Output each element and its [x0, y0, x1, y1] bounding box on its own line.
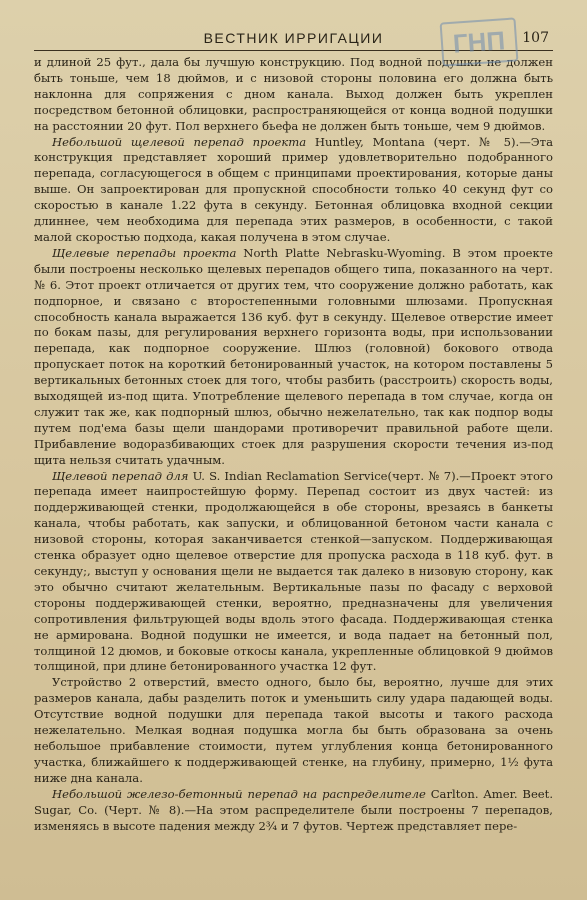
paragraph-indian-reclamation [34, 469, 553, 676]
paragraph-heading: Небольшой щелевой перепад проекта [52, 134, 307, 149]
paragraph-huntley [34, 135, 553, 246]
paragraph-heading: Щелевой перепад для [52, 468, 189, 483]
page-number: 107 [522, 30, 549, 46]
paragraph-north-platte [34, 246, 553, 469]
paragraph-heading: Щелевые перепады проекта [52, 245, 237, 260]
journal-title: ВЕСТНИК ИРРИГАЦИИ [203, 30, 384, 46]
paragraph-text: Carlton. Amer. Beet. Sugar, Co. (Черт. № 8).—На этом распределителе были построены 7 перепадов, изменяясь в высоте падения между 2¾ и 7 футов. Чертеж представляет пере- [34, 786, 554, 833]
paragraph-heading: Небольшой железо-бетонный перепад на распределителе [52, 786, 426, 801]
body-text [34, 55, 553, 834]
paragraph-text: Устройство 2 отверстий, вместо одного, было бы, вероятно, лучше для этих размеров канала, дабы разделить поток и уменьшить силу удара падающей воды. Отсутствие водной подушки для перепада такой высоты и такого расхода нежелательно. Мелкая водная подушка могла бы быть образована за очень небольшое прибавление стоимости, путем углубления конца бетонированного участка, ближайшего к поддерживающей стенке, на глубину, примерно, 1½ фута ниже дна канала. [34, 675, 553, 785]
paragraph-text: и длиной 25 фут., дала бы лучшую конструкцию. Под водной подушки не должен быть тоньше, чем 18 дюймов, и с низовой стороны половина его должна быть наклонна для сопряжения с дном канала. Выход должен быть укреплен посредством бетонной облицовки, распространяющейся от конца водной подушки на расстоянии 20 фут. Пол верхнего бьефа не должен быть тоньше, чем 9 дюймов. [34, 55, 553, 133]
paragraph-text: North Platte Nebrasku-Wyoming. В этом проекте были построены несколько щелевых перепадов общего типа, показанного на черт. № 6. Этот проект отличается от других тем, что сооружение должно работать, как подпорное, и связано с второстепенными головными шлюзами. Пропускная способность канала выражается 136 куб. фут в секунду. Щелевое отверстие имеет по бокам пазы, для регулирования верхнего горизонта воды, при использовании перепада, как подпорное сооружение. Шлюз (головной) бокового отвода пропускает поток на короткий бетонированный участок, на котором поставлены 5 вертикальных бетонных стоек для того, чтобы разбить (расстроить) скорость воды, выходящей из-под щита. Употребление щелевого перепада в том случае, когда он служит так же, как подпорный шлюз, обычно нежелательно, так как подпор воды путем под'ема базы щели шандорами противоречит правильной работе щели. Прибавление водоразбивающих стоек для разрушения скорости течения из-под щита нельзя считать удачным. [34, 245, 553, 467]
paragraph-carlton [34, 787, 553, 835]
paragraph-two-openings [34, 675, 553, 786]
library-stamp: ГНП [440, 17, 519, 66]
paragraph-text: Huntley, Montana (черт. № 5).—Эта конструкция представляет хороший пример удовлетворительно подобранного перепада, согласующегося в общем с принципами проектирования, которые даны выше. Он запроектирован для пропускной способности только 40 секунд фут со скоростью в канале 1.22 фута в секунду. Бетонная облицовка входной секции длиннее, чем необходима для перепада этих размеров, в особенности, с такой малой скоростью подхода, какая получена в этом случае. [34, 134, 554, 244]
paragraph-continuation [34, 55, 553, 135]
paragraph-text: U. S. Indian Reclamation Service(черт. № 7).—Проект этого перепада имеет наипростейшую форму. Перепад состоит из двух частей: из поддерживающей стенки, продолжающейся в обе стороны, врезаясь в банкеты канала, чтобы работать, как запуски, и облицованной бетоном части канала с низовой стороны, которая заканчивается стенкой—запуском. Поддерживающая стенка образует одно щелевое отверстие для пропуска расхода в 118 куб. фут. в секунду;, выступ у основания щели не выдается так далеко в низовую сторону, как это обычно считают желательным. Вертикальные пазы по фасаду с верховой стороны поддерживающей стенки, вероятно, предназначены для увеличения сопротивления фильтрующей воды вдоль этого фасада. Поддерживающая стенка не армирована. Водной подушки не имеется, и вода падает на бетонный пол, толщиной 12 дюмов, и боковые откосы канала, укрепленные облицовкой 9 дюймов толщиной, при длине бетонированного участка 12 фут. [34, 468, 553, 674]
